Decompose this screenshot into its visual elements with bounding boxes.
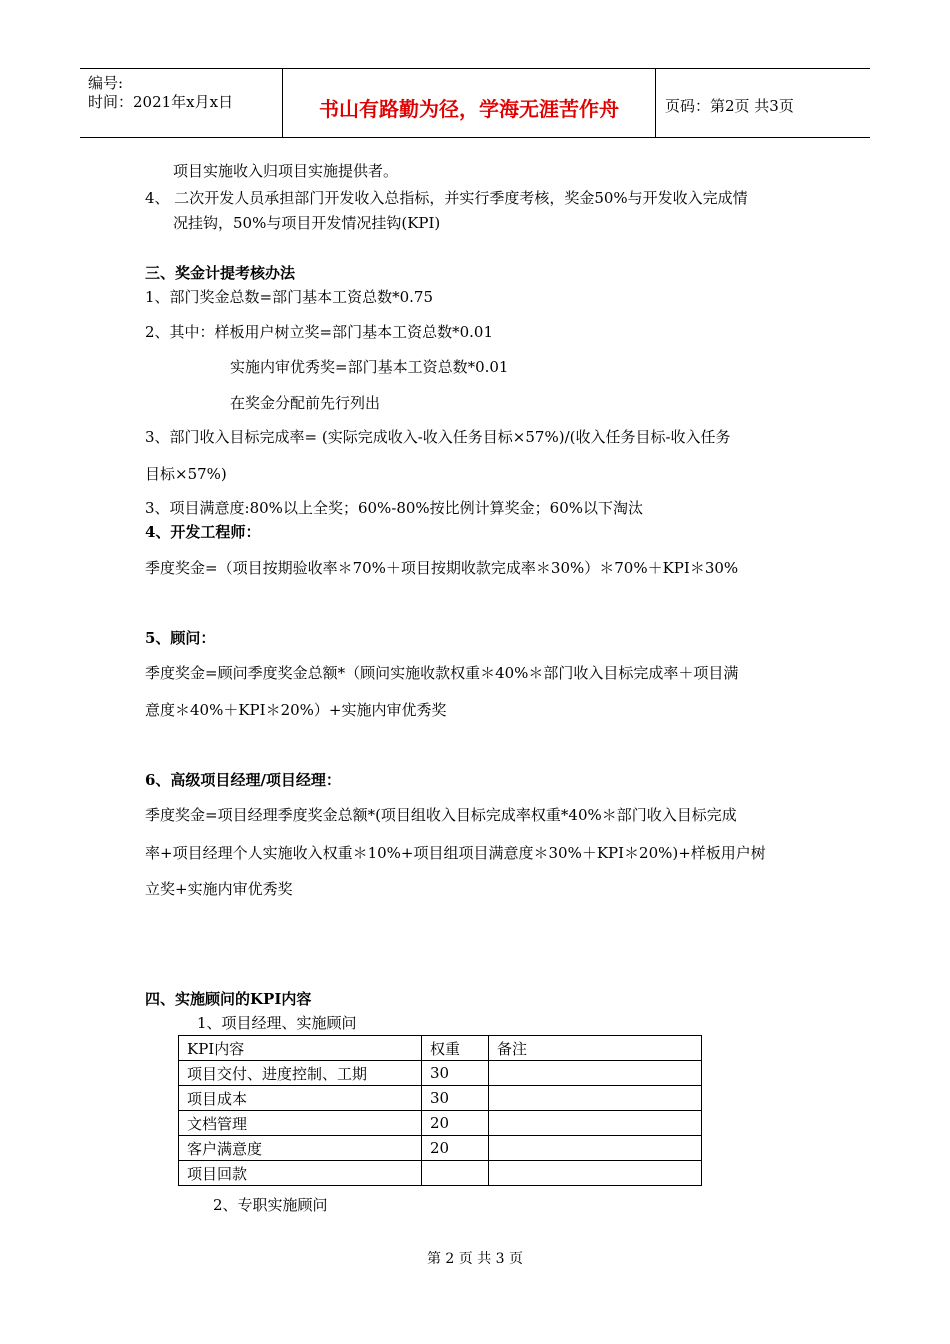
subsection-dedicated-consultant: 2、专职实施顾问 <box>213 1196 328 1214</box>
table-header-cell: 备注 <box>489 1036 702 1061</box>
item-income-target-rate-line2: 目标×57%) <box>145 465 227 483</box>
page-header <box>80 68 870 138</box>
paragraph-implementation-income: 项目实施收入归项目实施提供者。 <box>173 162 399 180</box>
table-header-row <box>179 1036 702 1061</box>
table-row <box>179 1161 702 1186</box>
table-cell <box>489 1086 702 1111</box>
item-allocation-note: 在奖金分配前先行列出 <box>230 394 381 412</box>
header-page-cell <box>656 69 870 137</box>
consultant-formula-line1: 季度奖金=顾问季度奖金总额*（顾问实施收款权重＊40%＊部门收入目标完成率＋项目满 <box>145 664 739 682</box>
table-cell: 项目交付、进度控制、工期 <box>179 1061 422 1086</box>
item-dept-bonus-total: 1、部门奖金总数=部门基本工资总数*0.75 <box>145 288 434 306</box>
section-4-title: 四、实施顾问的KPI内容 <box>145 990 312 1008</box>
page-footer: 第 2 页 共 3 页 <box>426 1251 524 1267</box>
table-row <box>179 1061 702 1086</box>
dev-engineer-formula: 季度奖金=（项目按期验收率＊70%＋项目按期收款完成率＊30%）＊70%＋KPI＊30% <box>145 559 739 577</box>
table-cell: 客户满意度 <box>179 1136 422 1161</box>
header-motto: 书山有路勤为径，学海无涯苦作舟 <box>319 97 619 121</box>
table-cell <box>422 1161 489 1186</box>
table-cell: 30 <box>422 1061 489 1086</box>
pm-formula-line1: 季度奖金=项目经理季度奖金总额*(项目组收入目标完成率权重*40%＊部门收入目标完成 <box>145 806 737 824</box>
table-cell: 项目成本 <box>179 1086 422 1111</box>
table-cell <box>489 1061 702 1086</box>
section-dev-engineer-title: 4、开发工程师： <box>145 523 261 541</box>
table-header-cell: 权重 <box>422 1036 489 1061</box>
table-cell: 30 <box>422 1086 489 1111</box>
table-cell: 20 <box>422 1136 489 1161</box>
header-motto-cell <box>282 69 656 137</box>
table-cell: 20 <box>422 1111 489 1136</box>
section-consultant-title: 5、顾问： <box>145 629 216 647</box>
item-income-target-rate-line1: 3、部门收入目标完成率= (实际完成收入-收入任务目标×57%)/(收入任务目标-收入任务 <box>145 428 731 446</box>
table-cell <box>489 1161 702 1186</box>
item-internal-audit-award: 实施内审优秀奖=部门基本工资总数*0.01 <box>230 358 509 376</box>
subsection-pm-consultant: 1、项目经理、实施顾问 <box>197 1014 357 1032</box>
header-page-number: 页码：第2页 共3页 <box>665 97 794 115</box>
kpi-table <box>178 1035 702 1186</box>
item-satisfaction: 3、项目满意度:80%以上全奖；60%-80%按比例计算奖金；60%以下淘汰 <box>145 499 644 517</box>
paragraph-dev-staff-line1: 4、 二次开发人员承担部门开发收入总指标，并实行季度考核，奖金50%与开发收入完成情 <box>145 189 748 207</box>
section-pm-title: 6、高级项目经理/项目经理： <box>145 771 341 789</box>
table-row <box>179 1136 702 1161</box>
number-label: 编号: <box>88 74 124 92</box>
consultant-formula-line2: 意度＊40%＋KPI＊20%）+实施内审优秀奖 <box>145 701 447 719</box>
pm-formula-line3: 立奖+实施内审优秀奖 <box>145 880 293 898</box>
table-cell <box>489 1111 702 1136</box>
table-row <box>179 1111 702 1136</box>
table-cell: 项目回款 <box>179 1161 422 1186</box>
table-cell <box>489 1136 702 1161</box>
time-label: 时间：2021年x月x日 <box>88 93 234 111</box>
table-row <box>179 1086 702 1111</box>
paragraph-dev-staff-line2: 况挂钩，50%与项目开发情况挂钩(KPI) <box>173 214 441 232</box>
header-meta <box>80 69 280 137</box>
pm-formula-line2: 率+项目经理个人实施收入权重＊10%+项目组项目满意度＊30%＋KPI＊20%)+样板用户树 <box>145 844 766 862</box>
section-3-title: 三、奖金计提考核办法 <box>145 264 296 282</box>
table-cell: 文档管理 <box>179 1111 422 1136</box>
table-header-cell: KPI内容 <box>179 1036 422 1061</box>
item-sample-user-award: 2、其中：样板用户树立奖=部门基本工资总数*0.01 <box>145 323 494 341</box>
